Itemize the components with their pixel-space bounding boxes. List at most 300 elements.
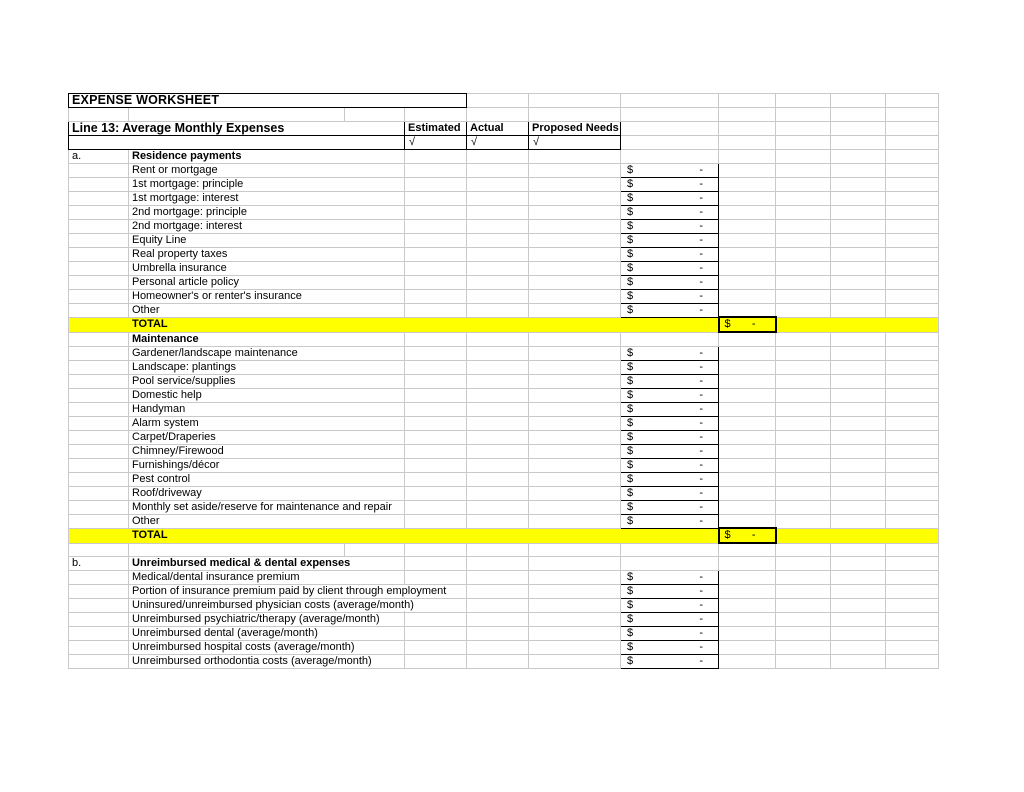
- expense-label-cell: [129, 233, 405, 247]
- grid-cell: [719, 500, 776, 514]
- currency-empty-value: -: [699, 599, 703, 612]
- expense-label-cell: [129, 275, 405, 289]
- grid-cell: [719, 149, 776, 163]
- currency-symbol: $: [627, 205, 634, 218]
- grid-cell: [831, 444, 886, 458]
- grid-cell: [831, 416, 886, 430]
- grid-cell: [719, 458, 776, 472]
- amount-cell[interactable]: [621, 388, 719, 402]
- money-wrap: [621, 571, 718, 584]
- grid-cell: [467, 360, 529, 374]
- grid-cell: [529, 444, 621, 458]
- money-wrap: [621, 613, 718, 626]
- money-wrap: [621, 164, 718, 177]
- expense-label: Pool service/supplies: [132, 374, 236, 387]
- amount-cell[interactable]: [621, 233, 719, 247]
- grid-cell: [776, 557, 831, 571]
- grid-cell: [776, 135, 831, 149]
- money-wrap: [621, 655, 718, 668]
- grid-cell: [831, 346, 886, 360]
- checkmark-row: [69, 135, 939, 149]
- grid-cell: [776, 219, 831, 233]
- expense-row: [69, 346, 939, 360]
- grid-cell: [69, 500, 129, 514]
- grid-cell: [776, 613, 831, 627]
- expense-label: Unreimbursed orthodontia costs (average/month): [132, 655, 372, 668]
- grid-cell: [467, 388, 529, 402]
- grid-cell: [831, 261, 886, 275]
- currency-empty-value: -: [699, 472, 703, 485]
- checkmark-icon: √: [529, 135, 621, 149]
- grid-cell: [405, 444, 467, 458]
- amount-cell[interactable]: [621, 458, 719, 472]
- expense-label: Uninsured/unreimbursed physician costs (average/month): [132, 599, 414, 612]
- grid-cell: [886, 360, 939, 374]
- total-row: [69, 528, 939, 543]
- grid-cell: [831, 486, 886, 500]
- expense-label-cell: [129, 289, 405, 303]
- expense-label: Gardener/landscape maintenance: [132, 346, 298, 359]
- grid-cell: [776, 472, 831, 486]
- grid-cell: [621, 149, 719, 163]
- grid-cell: [776, 191, 831, 205]
- expense-label: Alarm system: [132, 416, 199, 429]
- grid-cell: [529, 571, 621, 585]
- grid-cell: [529, 486, 621, 500]
- grid-cell: [529, 261, 621, 275]
- grid-cell: [831, 458, 886, 472]
- grid-cell: [467, 444, 529, 458]
- grid-cell: [467, 247, 529, 261]
- total-amount-cell[interactable]: [719, 317, 776, 332]
- grid-cell: [776, 261, 831, 275]
- expense-label: Rent or mortgage: [132, 163, 218, 176]
- amount-cell[interactable]: [621, 585, 719, 599]
- grid-cell: [529, 613, 621, 627]
- line13-header: Line 13: Average Monthly Expenses: [69, 121, 405, 135]
- grid-cell: [467, 500, 529, 514]
- grid-cell: [467, 163, 529, 177]
- grid-cell: [405, 416, 467, 430]
- grid-cell: [529, 374, 621, 388]
- grid-cell: [529, 528, 621, 543]
- currency-symbol: $: [627, 177, 634, 190]
- grid-cell: [886, 486, 939, 500]
- expense-label-cell: [129, 388, 405, 402]
- grid-cell: [886, 317, 939, 332]
- grid-cell: [467, 261, 529, 275]
- grid-cell: [467, 557, 529, 571]
- grid-cell: [719, 205, 776, 219]
- grid-cell: [467, 233, 529, 247]
- grid-cell: [886, 163, 939, 177]
- expense-label: Roof/driveway: [132, 486, 202, 499]
- grid-cell: [69, 627, 129, 641]
- grid-cell: [776, 317, 831, 332]
- grid-cell: [886, 205, 939, 219]
- grid-cell: [719, 514, 776, 528]
- grid-cell: [621, 108, 719, 122]
- grid-cell: [831, 135, 886, 149]
- currency-empty-value: -: [699, 163, 703, 176]
- currency-empty-value: -: [699, 444, 703, 457]
- expense-row: [69, 486, 939, 500]
- grid-cell: [886, 219, 939, 233]
- grid-cell: [719, 303, 776, 317]
- grid-cell: [529, 149, 621, 163]
- expense-label-cell: [129, 261, 405, 275]
- grid-cell: [886, 402, 939, 416]
- amount-cell[interactable]: [621, 641, 719, 655]
- grid-cell: [467, 191, 529, 205]
- grid-cell: [886, 275, 939, 289]
- grid-cell: [529, 500, 621, 514]
- currency-symbol: $: [627, 571, 634, 584]
- currency-symbol: $: [627, 346, 634, 359]
- expense-label-cell: [129, 191, 405, 205]
- money-wrap: [621, 389, 718, 402]
- grid-cell: [886, 177, 939, 191]
- currency-empty-value: -: [699, 416, 703, 429]
- grid-cell: [776, 289, 831, 303]
- grid-cell: [776, 94, 831, 108]
- grid-cell: [831, 303, 886, 317]
- grid-cell: [467, 205, 529, 219]
- grid-cell: [719, 585, 776, 599]
- grid-cell: [529, 108, 621, 122]
- grid-cell: [467, 303, 529, 317]
- grid-cell: [69, 571, 129, 585]
- money-wrap: [621, 501, 718, 514]
- grid-cell: [467, 458, 529, 472]
- currency-empty-value: -: [699, 177, 703, 190]
- grid-cell: [719, 599, 776, 613]
- amount-cell[interactable]: [621, 486, 719, 500]
- grid-cell: [886, 613, 939, 627]
- expense-label-cell: [129, 599, 414, 613]
- grid-cell: [467, 289, 529, 303]
- expense-row: [69, 655, 939, 669]
- money-wrap: [621, 585, 718, 598]
- grid-cell: [129, 543, 345, 557]
- section-name-cell: [129, 149, 405, 163]
- grid-cell: [405, 317, 467, 332]
- currency-symbol: $: [627, 247, 634, 260]
- expense-label: Unreimbursed hospital costs (average/month): [132, 641, 355, 654]
- grid-cell: [405, 191, 467, 205]
- amount-cell[interactable]: [621, 289, 719, 303]
- grid-cell: [529, 627, 621, 641]
- grid-cell: [467, 402, 529, 416]
- grid-cell: [831, 599, 886, 613]
- amount-cell[interactable]: [621, 500, 719, 514]
- expense-label: Monthly set aside/reserve for maintenance and repair: [132, 500, 392, 513]
- grid-cell: [529, 275, 621, 289]
- total-label-cell: [129, 528, 405, 543]
- grid-cell: [467, 317, 529, 332]
- grid-cell: [69, 219, 129, 233]
- grid-cell: [886, 247, 939, 261]
- currency-empty-value: -: [699, 233, 703, 246]
- expense-row: [69, 247, 939, 261]
- grid-cell: [719, 402, 776, 416]
- expense-label-cell: [129, 416, 405, 430]
- grid-cell: [529, 641, 621, 655]
- amount-cell[interactable]: [621, 599, 719, 613]
- amount-cell[interactable]: [621, 627, 719, 641]
- expense-row: [69, 388, 939, 402]
- amount-cell[interactable]: [621, 303, 719, 317]
- grid-cell: [886, 121, 939, 135]
- grid-cell: [621, 317, 719, 332]
- amount-cell[interactable]: [621, 430, 719, 444]
- grid-cell: [831, 163, 886, 177]
- amount-cell[interactable]: [621, 402, 719, 416]
- grid-cell: [719, 655, 776, 669]
- grid-cell: [405, 332, 467, 346]
- grid-cell: [776, 585, 831, 599]
- expense-label: Other: [132, 303, 160, 316]
- amount-cell[interactable]: [621, 191, 719, 205]
- grid-cell: [776, 121, 831, 135]
- grid-cell: [776, 528, 831, 543]
- grid-cell: [886, 332, 939, 346]
- expense-label: Real property taxes: [132, 247, 228, 260]
- amount-cell[interactable]: [621, 177, 719, 191]
- grid-cell: [886, 388, 939, 402]
- grid-cell: [467, 472, 529, 486]
- header-row: [69, 121, 939, 135]
- section-name-cell: [129, 557, 405, 571]
- grid-cell: [467, 416, 529, 430]
- grid-cell: [886, 599, 939, 613]
- grid-cell: [529, 402, 621, 416]
- currency-empty-value: -: [699, 275, 703, 288]
- grid-cell: [69, 585, 129, 599]
- grid-cell: [886, 374, 939, 388]
- expense-label-cell: [129, 402, 405, 416]
- grid-cell: [69, 543, 129, 557]
- grid-cell: [831, 177, 886, 191]
- grid-cell: [831, 94, 886, 108]
- grid-cell: [529, 416, 621, 430]
- section-index: b.: [69, 557, 129, 571]
- amount-cell[interactable]: [621, 247, 719, 261]
- grid-cell: [886, 289, 939, 303]
- total-amount-cell[interactable]: [719, 528, 776, 543]
- grid-cell: [886, 627, 939, 641]
- grid-cell: [69, 374, 129, 388]
- amount-cell[interactable]: [621, 275, 719, 289]
- expense-label-cell: [129, 585, 447, 599]
- grid-cell: [405, 388, 467, 402]
- currency-symbol: $: [627, 219, 634, 232]
- grid-cell: [831, 514, 886, 528]
- grid-cell: [405, 205, 467, 219]
- expense-label: Equity Line: [132, 233, 187, 246]
- column-header-proposed-needs: Proposed Needs: [529, 121, 621, 135]
- currency-symbol: $: [627, 374, 634, 387]
- amount-cell[interactable]: [621, 416, 719, 430]
- total-label: TOTAL: [132, 529, 168, 542]
- expense-worksheet-table: [68, 93, 939, 669]
- expense-row: [69, 163, 939, 177]
- expense-row: [69, 275, 939, 289]
- grid-cell: [776, 486, 831, 500]
- expense-label: Carpet/Draperies: [132, 430, 216, 443]
- currency-empty-value: -: [751, 318, 756, 331]
- grid-cell: [831, 402, 886, 416]
- grid-cell: [719, 332, 776, 346]
- grid-cell: [831, 500, 886, 514]
- currency-symbol: $: [627, 430, 634, 443]
- grid-cell: [529, 191, 621, 205]
- expense-row: [69, 289, 939, 303]
- grid-cell: [831, 149, 886, 163]
- grid-cell: [405, 514, 467, 528]
- expense-label: Domestic help: [132, 388, 202, 401]
- grid-cell: [129, 108, 345, 122]
- money-wrap: [621, 304, 718, 317]
- currency-empty-value: -: [699, 514, 703, 527]
- grid-cell: [719, 571, 776, 585]
- grid-cell: [69, 599, 129, 613]
- grid-cell: [467, 430, 529, 444]
- expense-label-cell: [129, 458, 405, 472]
- money-wrap: [621, 206, 718, 219]
- grid-cell: [719, 472, 776, 486]
- grid-cell: [529, 247, 621, 261]
- amount-cell[interactable]: [621, 444, 719, 458]
- grid-cell: [719, 444, 776, 458]
- amount-cell[interactable]: [621, 655, 719, 669]
- amount-cell[interactable]: [621, 514, 719, 528]
- expense-label: Other: [132, 514, 160, 527]
- grid-cell: [886, 94, 939, 108]
- amount-cell[interactable]: [621, 163, 719, 177]
- currency-symbol: $: [627, 191, 634, 204]
- grid-cell: [831, 472, 886, 486]
- expense-label-cell: [129, 655, 405, 669]
- grid-cell: [405, 402, 467, 416]
- currency-empty-value: -: [699, 486, 703, 499]
- expense-label: 2nd mortgage: interest: [132, 219, 243, 232]
- grid-cell: [719, 543, 776, 557]
- amount-cell[interactable]: [621, 219, 719, 233]
- grid-cell: [69, 641, 129, 655]
- grid-cell: [719, 94, 776, 108]
- money-wrap: [621, 248, 718, 261]
- money-wrap: [621, 473, 718, 486]
- expense-row: [69, 261, 939, 275]
- grid-cell: [719, 416, 776, 430]
- currency-symbol: $: [627, 458, 634, 471]
- grid-cell: [776, 303, 831, 317]
- money-wrap: [621, 276, 718, 289]
- amount-cell[interactable]: [621, 571, 719, 585]
- grid-cell: [719, 135, 776, 149]
- grid-cell: [69, 528, 129, 543]
- total-label-cell: [129, 317, 405, 332]
- expense-label-cell: [129, 641, 405, 655]
- grid-cell: [405, 571, 467, 585]
- currency-symbol: $: [627, 641, 634, 654]
- grid-cell: [467, 275, 529, 289]
- grid-cell: [467, 528, 529, 543]
- grid-cell: [831, 585, 886, 599]
- grid-cell: [405, 149, 467, 163]
- amount-cell[interactable]: [621, 613, 719, 627]
- money-wrap: [621, 347, 718, 360]
- amount-cell[interactable]: [621, 205, 719, 219]
- grid-cell: [776, 458, 831, 472]
- grid-cell: [719, 627, 776, 641]
- grid-cell: [831, 627, 886, 641]
- grid-cell: [405, 303, 467, 317]
- amount-cell[interactable]: [621, 261, 719, 275]
- expense-label-cell: [129, 613, 405, 627]
- section-index: a.: [69, 149, 129, 163]
- currency-empty-value: -: [699, 458, 703, 471]
- grid-cell: [529, 177, 621, 191]
- grid-cell: [776, 388, 831, 402]
- grid-cell: [776, 275, 831, 289]
- grid-cell: [467, 641, 529, 655]
- currency-empty-value: -: [699, 261, 703, 274]
- grid-cell: [405, 528, 467, 543]
- grid-cell: [621, 135, 719, 149]
- grid-cell: [719, 233, 776, 247]
- grid-cell: [529, 585, 621, 599]
- expense-row: [69, 472, 939, 486]
- grid-cell: [886, 135, 939, 149]
- grid-cell: [69, 135, 405, 149]
- grid-cell: [776, 627, 831, 641]
- grid-cell: [886, 108, 939, 122]
- currency-empty-value: -: [699, 641, 703, 654]
- expense-row: [69, 219, 939, 233]
- money-wrap: [621, 417, 718, 430]
- grid-cell: [529, 430, 621, 444]
- grid-cell: [776, 205, 831, 219]
- grid-cell: [719, 486, 776, 500]
- grid-cell: [69, 233, 129, 247]
- amount-cell[interactable]: [621, 346, 719, 360]
- amount-cell[interactable]: [621, 374, 719, 388]
- amount-cell[interactable]: [621, 472, 719, 486]
- currency-symbol: $: [627, 472, 634, 485]
- expense-row: [69, 402, 939, 416]
- expense-label: Furnishings/décor: [132, 458, 220, 471]
- expense-label: Homeowner's or renter's insurance: [132, 289, 302, 302]
- grid-cell: [467, 149, 529, 163]
- grid-cell: [529, 543, 621, 557]
- section-header-row: [69, 332, 939, 346]
- grid-cell: [886, 472, 939, 486]
- grid-cell: [467, 332, 529, 346]
- expense-row: [69, 444, 939, 458]
- currency-empty-value: -: [699, 627, 703, 640]
- expense-row: [69, 641, 939, 655]
- grid-cell: [886, 430, 939, 444]
- grid-cell: [886, 346, 939, 360]
- amount-cell[interactable]: [621, 360, 719, 374]
- grid-cell: [831, 557, 886, 571]
- expense-label-cell: [129, 205, 405, 219]
- grid-cell: [467, 346, 529, 360]
- grid-cell: [467, 94, 529, 108]
- money-wrap: [621, 262, 718, 275]
